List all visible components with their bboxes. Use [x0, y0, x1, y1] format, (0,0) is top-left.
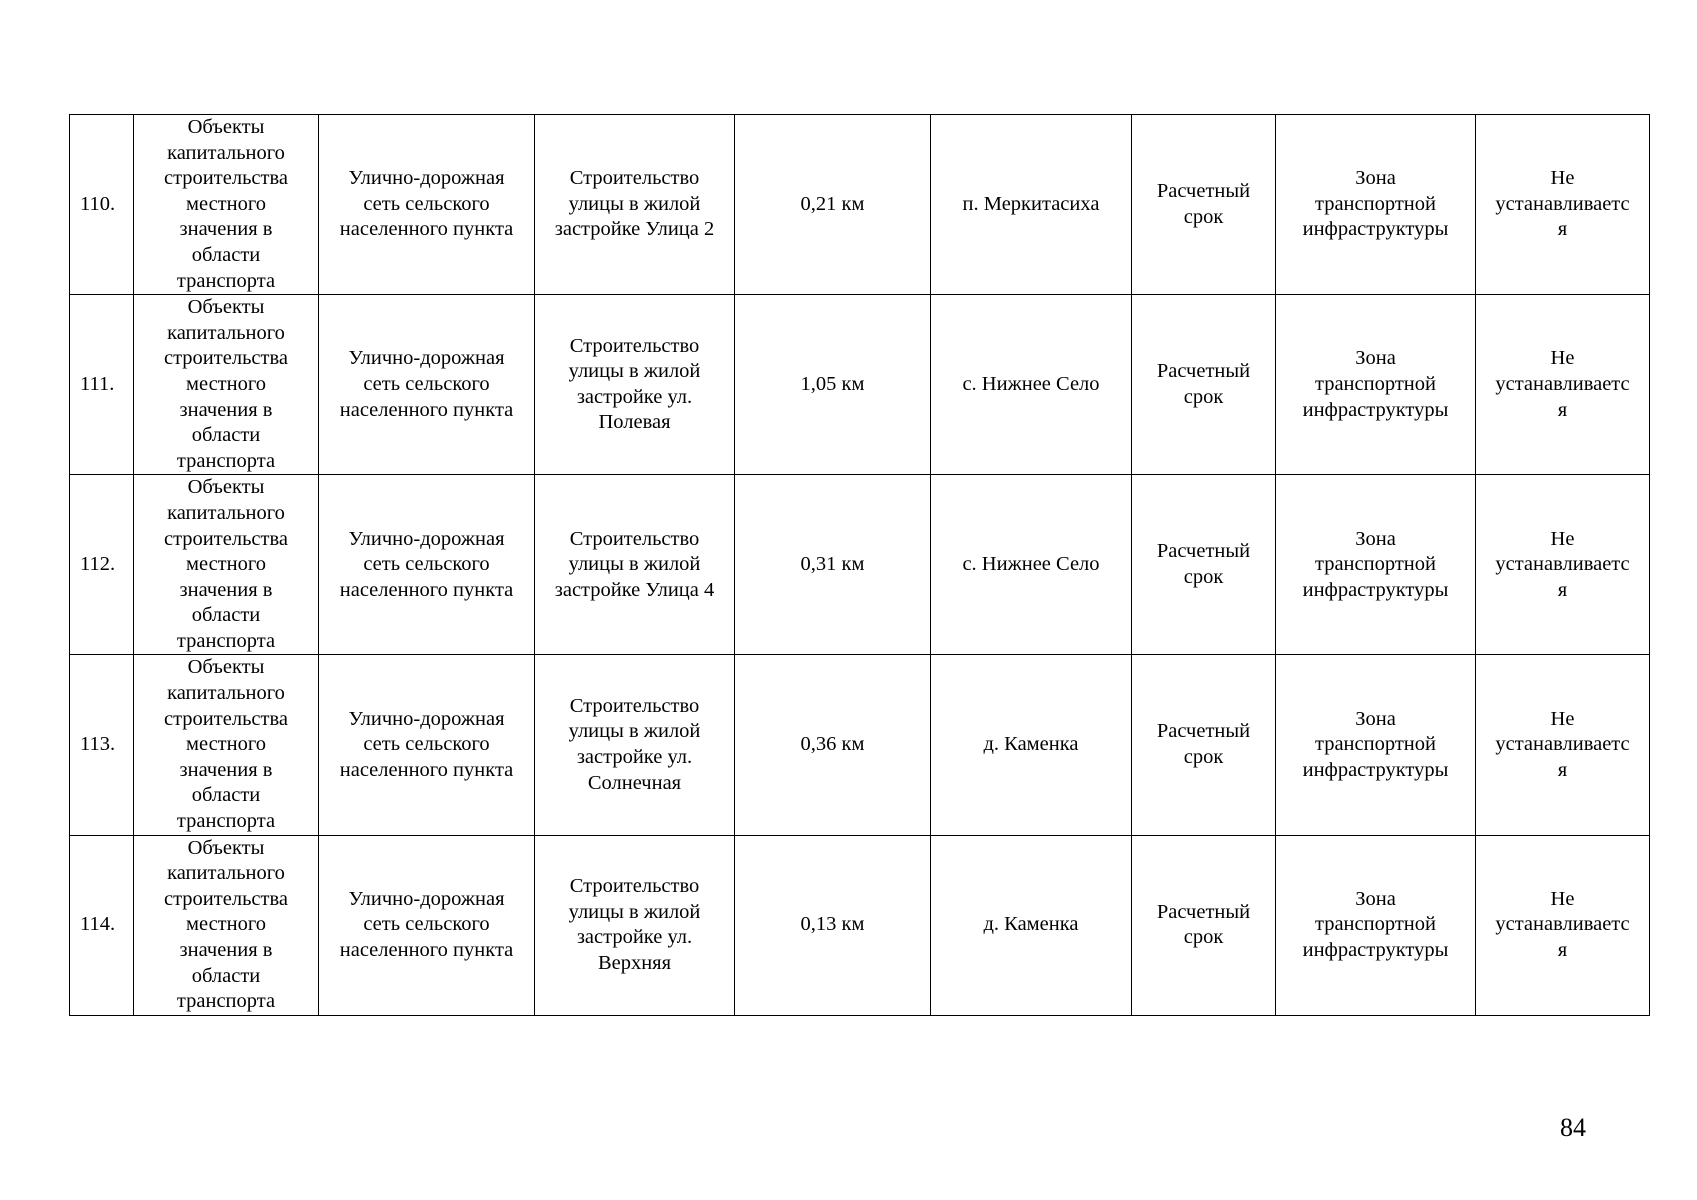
protection-zone: Не устанавливаетс я [1476, 295, 1650, 475]
protection-zone: Не устанавливаетс я [1476, 475, 1650, 655]
object-length: 0,21 км [735, 115, 931, 295]
implementation-term: Расчетный срок [1132, 115, 1276, 295]
objects-table [69, 114, 1650, 1016]
functional-zone: Зона транспортной инфраструктуры [1276, 295, 1476, 475]
implementation-term: Расчетный срок [1132, 835, 1276, 1015]
protection-zone: Не устанавливаетс я [1476, 835, 1650, 1015]
object-location: п. Меркитасиха [931, 115, 1132, 295]
object-length: 0,13 км [735, 835, 931, 1015]
object-type: Улично-дорожная сеть сельского населенного пункта [319, 655, 535, 835]
object-location: д. Каменка [931, 835, 1132, 1015]
table-row [70, 115, 1650, 295]
table-row [70, 295, 1650, 475]
object-length: 1,05 км [735, 295, 931, 475]
object-category: Объекты капитального строительства местного значения в области транспорта [134, 115, 319, 295]
object-location: д. Каменка [931, 655, 1132, 835]
object-name: Строительство улицы в жилой застройке ул. Верхняя [535, 835, 735, 1015]
object-length: 0,31 км [735, 475, 931, 655]
row-number: 111. [70, 295, 134, 475]
object-length: 0,36 км [735, 655, 931, 835]
row-number: 113. [70, 655, 134, 835]
object-category: Объекты капитального строительства местного значения в области транспорта [134, 295, 319, 475]
table-row [70, 475, 1650, 655]
functional-zone: Зона транспортной инфраструктуры [1276, 475, 1476, 655]
object-type: Улично-дорожная сеть сельского населенного пункта [319, 835, 535, 1015]
page-number: 84 [1560, 1113, 1586, 1142]
object-name: Строительство улицы в жилой застройке Улица 4 [535, 475, 735, 655]
object-type: Улично-дорожная сеть сельского населенного пункта [319, 475, 535, 655]
object-type: Улично-дорожная сеть сельского населенного пункта [319, 295, 535, 475]
table-row [70, 655, 1650, 835]
object-location: с. Нижнее Село [931, 475, 1132, 655]
functional-zone: Зона транспортной инфраструктуры [1276, 835, 1476, 1015]
table-row [70, 835, 1650, 1015]
implementation-term: Расчетный срок [1132, 295, 1276, 475]
functional-zone: Зона транспортной инфраструктуры [1276, 655, 1476, 835]
implementation-term: Расчетный срок [1132, 475, 1276, 655]
object-name: Строительство улицы в жилой застройке Улица 2 [535, 115, 735, 295]
object-location: с. Нижнее Село [931, 295, 1132, 475]
object-category: Объекты капитального строительства местного значения в области транспорта [134, 475, 319, 655]
row-number: 110. [70, 115, 134, 295]
row-number: 112. [70, 475, 134, 655]
object-name: Строительство улицы в жилой застройке ул. Солнечная [535, 655, 735, 835]
implementation-term: Расчетный срок [1132, 655, 1276, 835]
protection-zone: Не устанавливаетс я [1476, 655, 1650, 835]
row-number: 114. [70, 835, 134, 1015]
object-name: Строительство улицы в жилой застройке ул. Полевая [535, 295, 735, 475]
object-category: Объекты капитального строительства местного значения в области транспорта [134, 835, 319, 1015]
object-type: Улично-дорожная сеть сельского населенного пункта [319, 115, 535, 295]
functional-zone: Зона транспортной инфраструктуры [1276, 115, 1476, 295]
object-category: Объекты капитального строительства местного значения в области транспорта [134, 655, 319, 835]
protection-zone: Не устанавливаетс я [1476, 115, 1650, 295]
